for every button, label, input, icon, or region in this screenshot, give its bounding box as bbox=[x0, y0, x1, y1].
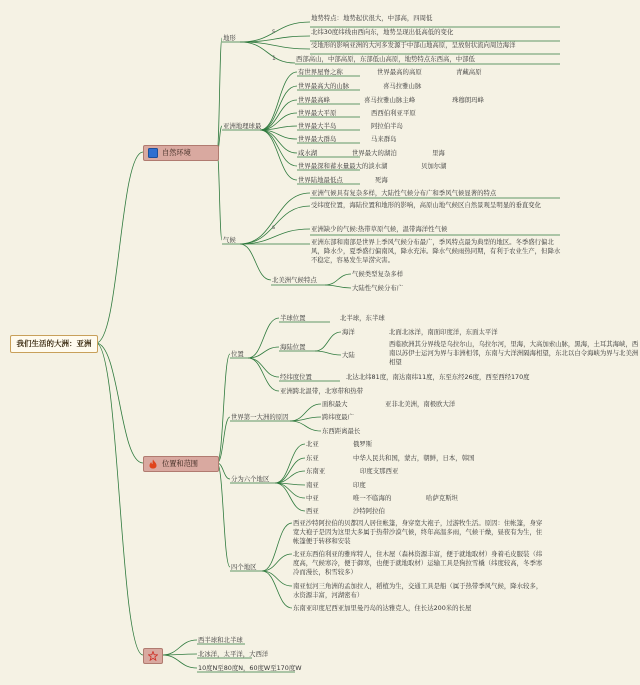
largest-item: 面积最大 bbox=[322, 400, 348, 408]
region-extra: 哈萨克斯坦 bbox=[426, 494, 458, 502]
geo-row-a: 世界最大群岛 bbox=[298, 135, 337, 143]
geo-row-a: 咸水湖 bbox=[298, 149, 318, 157]
largest-reason-label: 世界第一大洲的原因 bbox=[231, 413, 289, 421]
geo-row-b: 贝加尔湖 bbox=[421, 162, 447, 170]
geo-row-c: 珠穆朗玛峰 bbox=[452, 96, 484, 104]
geo-row-b: 世界最高的高原 bbox=[377, 68, 422, 76]
ocean-label: 海洋 bbox=[342, 328, 355, 336]
four-region-item: 北亚东西伯利亚的雅库特人，住木屋（森林资源丰富，便于就地取材）身着毛皮服装（纬度高，气候寒冷，便于御寒，也便于就地取材）运输工具是狗拉雪橇（纬度较高，冬季寒冷而漫长，积雪较多） bbox=[293, 550, 543, 576]
terrain-item: 受地形的影响亚洲的大河多发源于中部山地高原，呈放射状流向周边海洋 bbox=[311, 41, 516, 49]
star-icon bbox=[148, 651, 158, 661]
largest-sub: 亚非北美洲，南极欧大洋 bbox=[385, 400, 456, 408]
root-node[interactable]: 我们生活的大洲：亚洲 bbox=[10, 335, 98, 353]
geo-row-c: 青藏高原 bbox=[456, 68, 482, 76]
geo-records-label: 亚洲地理球最 bbox=[223, 122, 262, 130]
node-label: 位置和范围 bbox=[162, 459, 198, 468]
brace-mark: s bbox=[272, 224, 276, 231]
hemisphere-label: 半球位置 bbox=[280, 314, 306, 322]
region-name: 东南亚 bbox=[306, 467, 326, 475]
geo-row-b: 世界最大的湖泊 bbox=[352, 149, 397, 157]
climate-label: 气候 bbox=[223, 236, 236, 244]
hemisphere-value: 北半球，东半球 bbox=[340, 314, 385, 322]
region-name: 西亚 bbox=[306, 507, 319, 515]
brace-mark: 1 bbox=[272, 55, 276, 62]
lonlat-value: 北达北纬81度，南达南纬11度，东至东经26度，西至西经170度 bbox=[346, 373, 530, 381]
geo-row-b: 马来群岛 bbox=[371, 135, 397, 143]
na-climate-label: 北美洲气候特点 bbox=[272, 276, 317, 284]
region-value: 唯一不临海的 bbox=[353, 494, 392, 502]
continent-value: 西临欧洲其分界线是乌拉尔山，乌拉尔河，里海，大高加索山脉，黑海，土耳其海峡，西南以苏伊士运河为界与非洲相邻，东南与大洋洲隔海相望，东北以白令海峡为界与北美洲相望 bbox=[389, 340, 639, 366]
node-natural-environment[interactable] bbox=[143, 145, 219, 161]
node-star[interactable] bbox=[143, 648, 163, 664]
four-regions-label: 四个地区 bbox=[231, 563, 257, 571]
geo-row-b: 死海 bbox=[375, 176, 388, 184]
lonlat-label: 经纬度位置 bbox=[280, 373, 312, 381]
ocean-value: 北面北冰洋，南面印度洋，东面太平洋 bbox=[389, 328, 498, 336]
climate-zone-span: 亚洲跨北温带，北寒带和热带 bbox=[280, 387, 364, 395]
four-region-item: 西亚沙特阿拉伯的贝都因人居住帐篷，身穿宽大袍子，过游牧生活。原因：住帐篷，身穿宽大袍子是因为这里大多属于热带沙漠气候，终年高温多雨，气候干燥，昼夜有为生，住帐篷便于转移和安装 bbox=[293, 519, 543, 545]
terrain-label: 地形 bbox=[223, 34, 236, 42]
geo-row-a: 世界最深和蓄水量最大的淡水湖 bbox=[298, 162, 388, 170]
region-value: 印度支那西亚 bbox=[360, 467, 399, 475]
geo-row-a: 世界最大半岛 bbox=[298, 122, 337, 130]
climate-item: 亚洲气候具有复杂多样，大陆性气候分布广和季风气候显著的特点 bbox=[311, 189, 497, 197]
geo-row-a: 世界陆地最低点 bbox=[298, 176, 343, 184]
sea-land-label: 海陆位置 bbox=[280, 343, 306, 351]
na-climate-item: 气候类型复杂多样 bbox=[352, 270, 404, 278]
six-regions-label: 分为六个地区 bbox=[231, 475, 270, 483]
geo-row-b: 喜马拉雅山脉 bbox=[383, 82, 422, 90]
position-label: 位置 bbox=[231, 350, 244, 358]
node-position-range[interactable] bbox=[143, 456, 219, 472]
climate-item: 亚洲缺少的气候:热带草原气候，温带海洋性气候 bbox=[311, 225, 448, 233]
region-value: 沙特阿拉伯 bbox=[353, 507, 385, 515]
geo-row-b: 西西伯利亚平原 bbox=[371, 109, 416, 117]
terrain-item: 北纬30度纬线由西向东，地势呈现出低高低的变化 bbox=[311, 28, 454, 36]
geo-row-b: 喜马拉雅山脉主峰 bbox=[364, 96, 416, 104]
region-value: 俄罗斯 bbox=[353, 440, 373, 448]
blue-square-icon bbox=[148, 148, 158, 158]
climate-item: 受纬度位置，海陆位置和地形的影响，高原山地气候区自然景观呈明显的垂直变化 bbox=[311, 201, 542, 209]
largest-item: 跨纬度最广 bbox=[322, 413, 354, 421]
region-name: 北亚 bbox=[306, 440, 319, 448]
region-value: 印度 bbox=[353, 481, 366, 489]
continent-label: 大陆 bbox=[342, 351, 355, 359]
geo-row-a: 世界最高大的山脉 bbox=[298, 82, 350, 90]
region-name: 中亚 bbox=[306, 494, 319, 502]
four-region-item: 南亚恒河三角洲的孟加拉人，稻植为生，交通工具是船（属于热带季风气候，降水较多，水资源丰富，河湖密布） bbox=[293, 582, 543, 599]
star-item: 西半球和北半球 bbox=[198, 636, 243, 644]
na-climate-item: 大陆性气候分布广 bbox=[352, 284, 404, 292]
geo-row-a: 世界最大平原 bbox=[298, 109, 337, 117]
region-value: 中华人民共和国，蒙古，朝鲜，日本，韩国 bbox=[353, 454, 475, 462]
flame-icon bbox=[148, 459, 158, 469]
four-region-item: 东南亚印度尼西亚加里曼丹岛的达雅克人，住长达200米的长屋 bbox=[293, 604, 472, 612]
region-name: 东亚 bbox=[306, 454, 319, 462]
largest-item: 东西距离最长 bbox=[322, 427, 361, 435]
geo-row-b: 阿拉伯半岛 bbox=[371, 122, 403, 130]
terrain-item: 地势特点：地势起伏很大，中部高，四周低 bbox=[311, 14, 433, 22]
brace-mark: s bbox=[272, 28, 276, 35]
geo-row-a: 有世界屋脊之称 bbox=[298, 68, 343, 76]
node-label: 自然环境 bbox=[162, 148, 191, 157]
geo-row-c: 里海 bbox=[432, 149, 445, 157]
geo-row-a: 世界最高峰 bbox=[298, 96, 330, 104]
climate-item: 亚洲东部和南部是世界上季风气候分布最广，季风特点最为典型的地区。冬季盛行偏北风，降水少，夏季盛行偏南风，降水充沛。降水气候雨热同期，有利于农业生产，但降水不稳定，容易发生旱涝灾害。 bbox=[311, 238, 561, 264]
terrain-item: 西部高山，中部高原，东部低山高原，地势特点东西高，中部低 bbox=[296, 55, 475, 63]
star-item: 北冰洋，太平洋，大西洋 bbox=[198, 650, 269, 658]
region-name: 南亚 bbox=[306, 481, 319, 489]
star-item: 10度N至80度N，60度W至170度W bbox=[198, 664, 302, 672]
